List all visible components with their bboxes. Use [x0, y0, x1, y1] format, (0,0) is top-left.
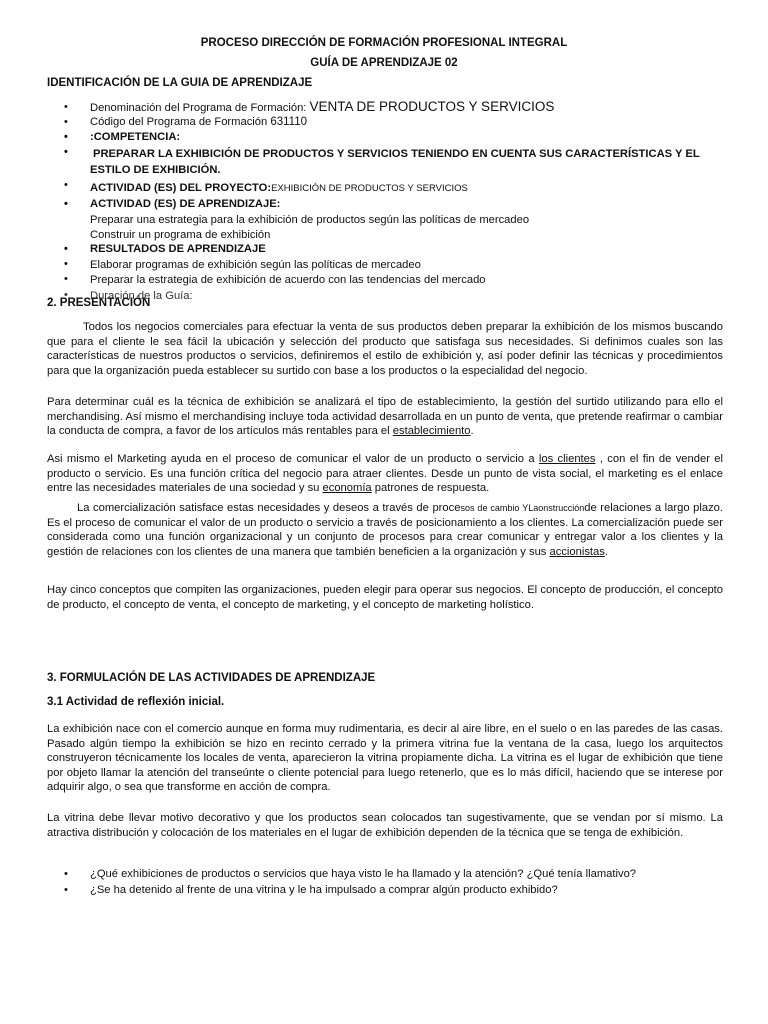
results-label: RESULTADOS DE APRENDIZAJE: [90, 243, 266, 255]
code-value: 631110: [270, 116, 308, 128]
header-title: PROCESO DIRECCIÓN DE FORMACIÓN PROFESIONAL INTEGRAL: [200, 37, 568, 49]
project-activity-label: ACTIVIDAD (ES) DEL PROYECTO:: [90, 182, 272, 194]
list-item: [47, 100, 737, 115]
presentation-heading: 2. PRESENTACIÓN: [47, 297, 151, 309]
list-item: [47, 115, 737, 130]
formulation-heading: 3. FORMULACIÓN DE LAS ACTIVIDADES DE APRENDIZAJE: [47, 672, 376, 684]
result-1: Elaborar programas de exhibición según las políticas de mercadeo: [90, 258, 421, 271]
reflection-subheading: 3.1 Actividad de reflexión inicial.: [47, 696, 225, 708]
list-item: [47, 130, 737, 145]
competencia-label: :COMPETENCIA:: [90, 130, 181, 143]
list-item: • ¿Se ha detenido al frente de una vitrina y le ha impulsado a comprar algún producto exhibido?: [47, 882, 723, 898]
question-list: [47, 866, 723, 898]
clientes-link[interactable]: los clientes: [538, 453, 596, 465]
list-item: [47, 257, 737, 273]
list-item: • ¿Qué exhibiciones de productos o servicios que haya visto le ha llamado y la atención? ¿Qué tenía llamativo?: [47, 866, 723, 882]
list-item: [47, 211, 737, 228]
duration-label: Duración de la Guía:: [90, 289, 193, 302]
accionistas-link[interactable]: accionistas: [549, 545, 605, 558]
competencia-value: PREPARAR LA EXHIBICIÓN DE PRODUCTOS Y SERVICIOS TENIENDO EN CUENTA SUS CARACTERÍSTICAS Y EL ESTILO DE EXHIBICIÓN.: [90, 148, 700, 176]
reflection-paragraph-1: La exhibición nace con el comercio aunque en forma muy rudimentaria, es decir al aire libre, en el suelo o en las paredes de las casas. Pasado algún tiempo la exhibición se hizo en recinto cerrado y la primera vitrina fue la ventana de la casa, luego los arquitectos construyeron técnicamente los locales de venta, aparecieron la vitrina propiamente dicha. La vitrina es el lugar de exhibición que tiene por objeto llamar la atención del transeúnte o cliente potencial para luego retenerlo, que es lo más difícil, haciendo que se interese por adquirir algo, o sea que transforme en acción de compra.: [47, 723, 723, 794]
code-label: Código del Programa de Formación: [90, 116, 271, 128]
list-item: [47, 197, 737, 212]
presentation-paragraph-4: La comercialización satisface estas necesidades y deseos a través de procesos de cambio YLaonstrucciónde relaciones a largo plazo. Es el proceso de comunicar el valor de un producto o servicio a través de posicionamiento a los clientes. La comercialización puede ser considerada como una función organizacional y un conjunto de procesos para crear comunicar y entregar valor a los clientes y la gestión de relaciones con los clientes de una manera que también beneficien a la organización y sus accionistas.: [47, 502, 723, 558]
presentation-paragraph-1: Todos los negocios comerciales para efectuar la venta de sus productos deben preparar la exhibición de los mismos buscando que para el cliente le sea fácil la ubicación y selección del producto que satisfaga sus necesidades. Si definimos cuales son las características de nuestros productos o servicios, definiremos el estilo de exhibición y, así poder definir las técnicas y procedimientos para que la organización pueda establecer su surtido con base a los productos o la especialidad del negocio.: [47, 321, 723, 377]
list-item: [47, 272, 737, 288]
list-item: [47, 228, 737, 243]
reflection-paragraph-2: La vitrina debe llevar motivo decorativo y que los productos sean colocados tan sugestivamente, que se vendan por sí mismo. La atractiva distribución y colocación de los materiales en el lugar de exhibición dependen de la técnica que se tenga de exhibición.: [47, 812, 723, 839]
guide-number: GUÍA DE APRENDIZAJE 02: [310, 57, 458, 69]
program-value: VENTA DE PRODUCTOS Y SERVICIOS: [309, 99, 555, 114]
list-item: [47, 242, 737, 257]
presentation-paragraph-2: Para determinar cuál es la técnica de exhibición se analizará el tipo de establecimiento, la gestión del surtido utilizando para ello el merchandising. Así mismo el merchandising incluye toda actividad desarrollada en un punto de venta, que pretende reafirmar o cambiar la conducta de compra, a favor de los artículos más rentables para el establecimiento.: [47, 396, 723, 438]
list-item: [47, 288, 737, 304]
result-2: Preparar la estrategia de exhibición de acuerdo con las tendencias del mercado: [90, 274, 486, 286]
project-activity-value: EXHIBICIÓN DE PRODUCTOS Y SERVICIOS: [271, 183, 468, 194]
establecimiento-link[interactable]: establecimiento: [392, 425, 471, 438]
economia-link[interactable]: economía: [322, 482, 372, 495]
learning-activity-2: Construir un programa de exhibición: [90, 228, 271, 241]
learning-activity-1: Preparar una estrategia para la exhibición de productos según las políticas de mercadeo: [90, 214, 530, 226]
presentation-paragraph-3: Asi mismo el Marketing ayuda en el proceso de comunicar el valor de un producto o servicio a los clientes , con el fin de vender el producto o servicio. Es una función crítica del negocio para atraer clientes. Desde un punto de vista social, el marketing es el enlace entre las necesidades materiales de una sociedad y su economía patrones de respuesta.: [47, 453, 723, 495]
program-label: Denominación del Programa de Formación:: [90, 102, 310, 114]
list-item: [47, 178, 737, 197]
learning-activity-label: ACTIVIDAD (ES) DE APRENDIZAJE:: [90, 197, 281, 210]
list-item: [47, 144, 737, 178]
identification-heading: IDENTIFICACIÓN DE LA GUIA DE APRENDIZAJE: [47, 77, 313, 89]
identification-list: [47, 100, 737, 303]
presentation-paragraph-5: Hay cinco conceptos que compiten las organizaciones, pueden elegir para operar sus negocios. El concepto de producción, el concepto de producto, el concepto de venta, el concepto de marketing, y el concepto de marketing holístico.: [47, 584, 723, 611]
